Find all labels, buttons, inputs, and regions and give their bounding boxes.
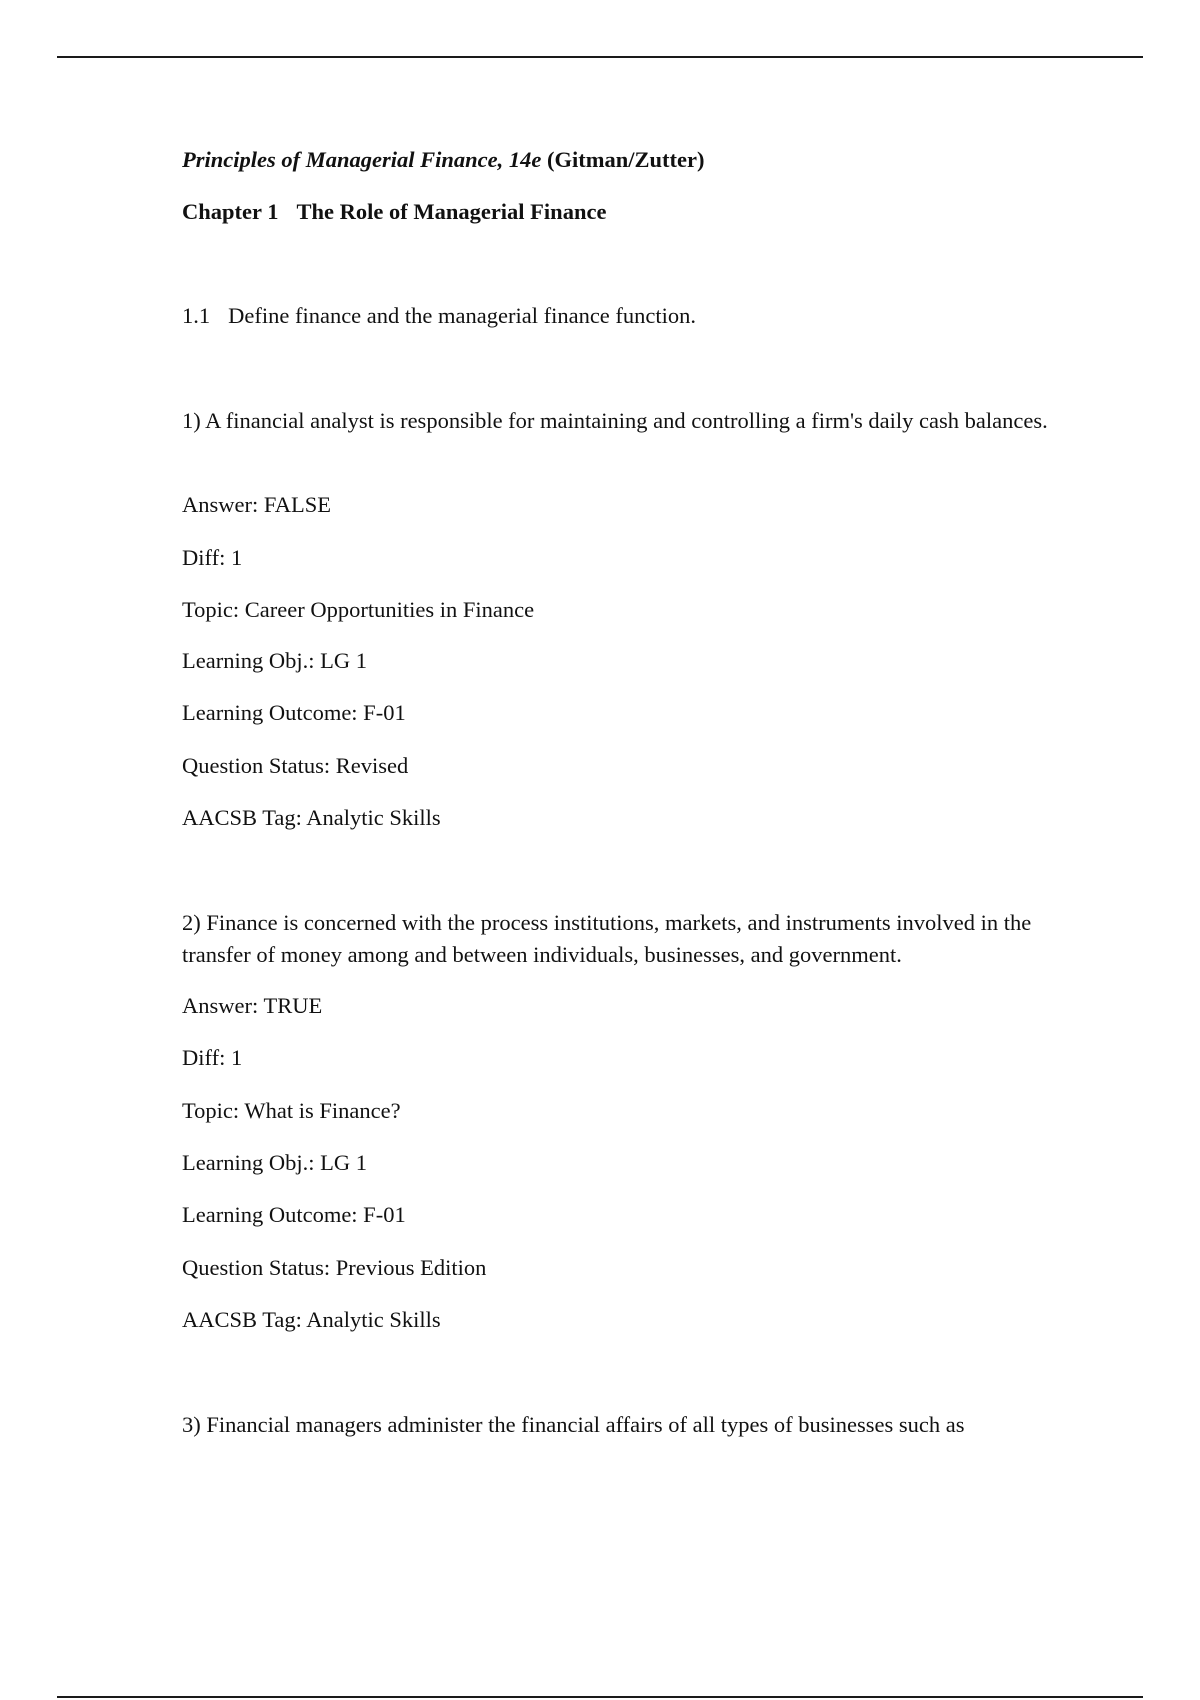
section-heading bbox=[182, 300, 696, 332]
question-2-answer: Answer: TRUE bbox=[182, 993, 323, 1018]
question-2-aacsb-tag: AACSB Tag: Analytic Skills bbox=[182, 1307, 441, 1332]
question-2-status: Question Status: Previous Edition bbox=[182, 1255, 487, 1280]
question-2-diff: Diff: 1 bbox=[182, 1045, 243, 1070]
question-1-topic: Topic: Career Opportunities in Finance bbox=[182, 597, 535, 622]
book-title-italic: Principles of Managerial Finance, 14e bbox=[182, 147, 542, 172]
book-authors: (Gitman/Zutter) bbox=[547, 147, 705, 172]
chapter-heading bbox=[182, 196, 606, 228]
chapter-number: Chapter 1 bbox=[182, 199, 279, 224]
chapter-title: The Role of Managerial Finance bbox=[296, 199, 607, 224]
question-2-text: 2) Finance is concerned with the process institutions, markets, and instruments involved in the transfer of money among and between individuals, businesses, and government. bbox=[182, 910, 1032, 967]
question-1-learning-outcome: Learning Outcome: F-01 bbox=[182, 700, 406, 725]
question-1-learning-obj: Learning Obj.: LG 1 bbox=[182, 648, 367, 673]
book-title bbox=[182, 144, 704, 176]
question-2-topic: Topic: What is Finance? bbox=[182, 1098, 401, 1123]
question-2-learning-obj: Learning Obj.: LG 1 bbox=[182, 1150, 367, 1175]
top-rule bbox=[57, 56, 1143, 58]
question-1-diff: Diff: 1 bbox=[182, 545, 243, 570]
question-1-answer: Answer: FALSE bbox=[182, 492, 331, 517]
section-title: Define finance and the managerial finance function. bbox=[228, 303, 697, 328]
question-1-text: 1) A financial analyst is responsible for maintaining and controlling a firm's daily cash balances. bbox=[182, 408, 1048, 433]
bottom-rule bbox=[57, 1696, 1143, 1698]
section-number: 1.1 bbox=[182, 303, 211, 328]
question-1-aacsb-tag: AACSB Tag: Analytic Skills bbox=[182, 805, 441, 830]
question-2-learning-outcome: Learning Outcome: F-01 bbox=[182, 1202, 406, 1227]
question-1-status: Question Status: Revised bbox=[182, 753, 409, 778]
question-3-text: 3) Financial managers administer the financial affairs of all types of businesses such as bbox=[182, 1412, 965, 1437]
